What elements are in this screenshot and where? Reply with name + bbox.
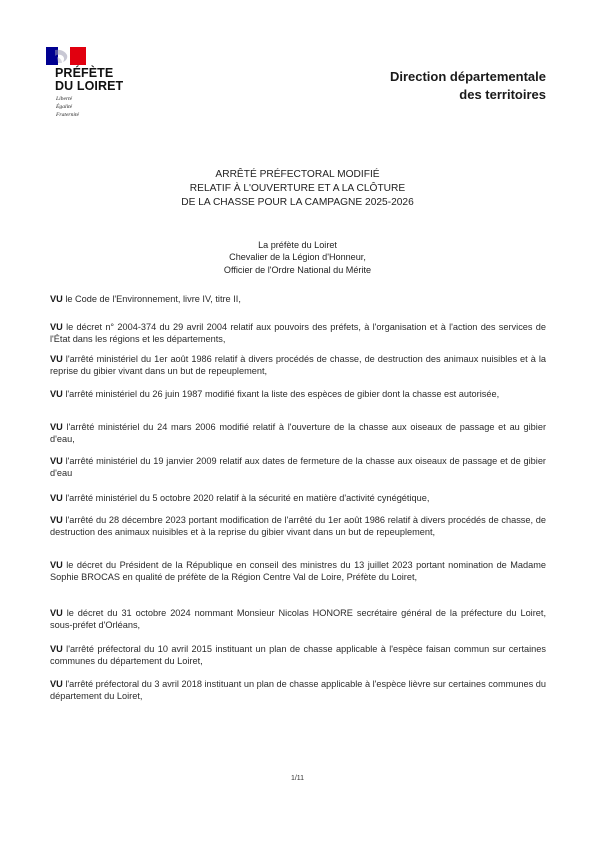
consideration-paragraph xyxy=(50,421,546,446)
vu-prefix: VU xyxy=(50,560,63,570)
vu-prefix: VU xyxy=(50,422,63,432)
consideration-text: l'arrêté ministériel du 26 juin 1987 modifié fixant la liste des espèces de gibier dont la chasse est autorisée, xyxy=(65,389,500,399)
consideration-text: le décret n° 2004-374 du 29 avril 2004 relatif aux pouvoirs des préfets, à l'organisation et à l'action des services de l'État dans les régions et les départements, xyxy=(50,322,546,345)
vu-prefix: VU xyxy=(50,493,63,503)
vu-prefix: VU xyxy=(50,389,63,399)
republic-motto xyxy=(56,96,79,119)
signatory-line: La préfète du Loiret xyxy=(258,240,337,250)
signatory-line: Officier de l'Ordre National du Mérite xyxy=(223,264,372,275)
direction-line-2: des territoires xyxy=(459,87,546,102)
consideration-paragraph xyxy=(50,353,546,378)
consideration-paragraph xyxy=(50,678,546,703)
consideration-text: l'arrêté ministériel du 24 mars 2006 modifié relatif à l'ouverture de la chasse aux oiseaux de passage et au gibier d'eau, xyxy=(50,422,546,445)
page-number: 1/11 xyxy=(290,775,305,782)
direction-line-1: Direction départementale xyxy=(389,69,546,84)
consideration-text: l'arrêté ministériel du 19 janvier 2009 relatif aux dates de fermeture de la chasse aux oiseaux de passage et de gibier d'eau xyxy=(50,456,546,479)
consideration-paragraph xyxy=(50,559,546,584)
title-line: RELATIF À L'OUVERTURE ET A LA CLÔTURE xyxy=(189,183,406,194)
consideration-paragraph xyxy=(50,321,546,346)
consideration-paragraph xyxy=(50,607,546,632)
consideration-text: l'arrêté ministériel du 1er août 1986 relatif à divers procédés de chasse, de destruction des animaux nuisibles et à la reprise du gibier vivant dans un but de repeuplement, xyxy=(50,354,546,377)
consideration-paragraph xyxy=(50,455,546,480)
vu-prefix: VU xyxy=(50,322,63,332)
vu-prefix: VU xyxy=(50,644,63,654)
consideration-paragraph xyxy=(50,388,546,400)
marianne-logo xyxy=(46,47,86,65)
consideration-text: l'arrêté préfectoral du 10 avril 2015 instituant un plan de chasse applicable à l'espèce faisan commun sur certaines communes du département du Loiret, xyxy=(50,644,546,667)
vu-prefix: VU xyxy=(50,354,63,364)
title-line: ARRÊTÉ PRÉFECTORAL MODIFIÉ xyxy=(215,169,380,180)
prefecture-line-2: DU LOIRET xyxy=(55,79,124,93)
prefecture-name xyxy=(55,67,123,93)
consideration-paragraph xyxy=(50,643,546,668)
vu-prefix: VU xyxy=(50,679,63,689)
consideration-text: le décret du Président de la République en conseil des ministres du 13 juillet 2023 portant nomination de Madame Sophie BROCAS en qualité de préfète de la Région Centre Val de Loire, Préfète du Loiret, xyxy=(50,560,547,583)
document-title xyxy=(0,168,595,210)
consideration-paragraph xyxy=(50,293,546,305)
prefecture-line-1: PRÉFÈTE xyxy=(55,66,114,80)
signatory-line: Chevalier de la Légion d'Honneur, xyxy=(229,252,366,263)
motto-line: Fraternité xyxy=(56,111,79,118)
motto-line: Liberté xyxy=(56,96,73,102)
vu-prefix: VU xyxy=(50,515,63,525)
consideration-text: l'arrêté préfectoral du 3 avril 2018 instituant un plan de chasse applicable à l'espèce lièvre sur certaines communes du département du Loiret, xyxy=(50,679,546,702)
consideration-text: l'arrêté du 28 décembre 2023 portant modification de l'arrêté du 1er août 1986 relatif à divers procédés de chasse, de destruction des animaux nuisibles et à la reprise du gibier vivant dans un but de repeuplement, xyxy=(50,515,546,538)
consideration-text: le décret du 31 octobre 2024 nommant Monsieur Nicolas HONORE secrétaire général de la préfecture du Loiret, sous-préfet d'Orléans, xyxy=(50,608,546,631)
consideration-text: l'arrêté ministériel du 5 octobre 2020 relatif à la sécurité en matière d'activité cynégétique, xyxy=(65,493,430,503)
consideration-paragraph xyxy=(50,514,546,539)
consideration-paragraph xyxy=(50,492,546,504)
title-line: DE LA CHASSE POUR LA CAMPAGNE 2025-2026 xyxy=(181,197,414,208)
vu-prefix: VU xyxy=(50,294,63,304)
vu-prefix: VU xyxy=(50,456,63,466)
motto-line: Égalité xyxy=(56,103,73,110)
consideration-text: le Code de l'Environnement, livre IV, titre II, xyxy=(65,294,241,304)
issuing-direction xyxy=(390,68,546,104)
vu-prefix: VU xyxy=(50,608,63,618)
signatory-block xyxy=(0,239,595,276)
